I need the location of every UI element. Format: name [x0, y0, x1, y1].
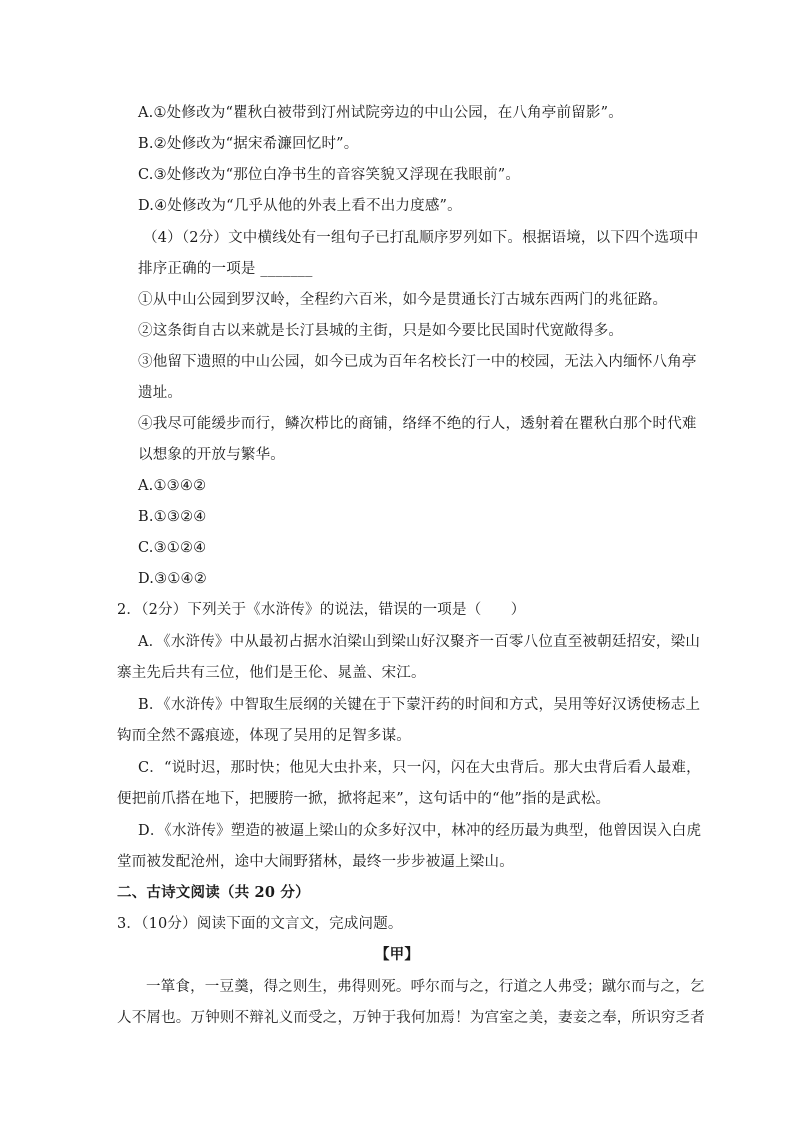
- q1-sub4-option-c: C.③①②④: [138, 540, 207, 556]
- q1-sub4-stem-line2: 排序正确的一项是 _______: [138, 261, 313, 277]
- q1-sub4-stem-line1: （4）（2分）文中横线处有一组句子已打乱顺序罗列如下。根据语境，以下四个选项中: [143, 230, 699, 246]
- q2-option-b-line1: B．《水浒传》中智取生辰纲的关键在于下蒙汗药的时间和方式，吴用等好汉诱使杨志上: [138, 697, 701, 713]
- q1-option-c: C.③处修改为“那位白净书生的音容笑貌又浮现在我眼前”。: [138, 167, 521, 183]
- q2-option-a-line2: 寨主先后共有三位，他们是王伦、晁盖、宋江。: [117, 665, 426, 681]
- q1-option-d: D.④处修改为“几乎从他的外表上看不出力度感”。: [138, 198, 462, 214]
- q2-option-a-line1: A．《水浒传》中从最初占据水泊梁山到梁山好汉聚齐一百零八位直至被朝廷招安，梁山: [138, 634, 701, 650]
- q1-option-a: A.①处修改为“瞿秋白被带到汀州试院旁边的中山公园，在八角亭前留影”。: [138, 105, 623, 121]
- q2-option-b-line2: 钩而全然不露痕迹，体现了吴用的足智多谋。: [117, 728, 411, 744]
- q1-sub4-option-d: D.③①④②: [138, 571, 207, 587]
- q2-option-c-line2: 便把前爪搭在地下，把腰胯一掀，掀将起来”，这句话中的“他”指的是武松。: [117, 791, 611, 807]
- q1-sub4-option-b: B.①③②④: [138, 509, 207, 525]
- section-title: 二、古诗文阅读（共 20 分）: [117, 884, 310, 901]
- passage-line-1: 一箪食，一豆羹，得之则生，弗得则死。呼尔而与之，行道之人弗受；蹴尔而与之，乞: [146, 979, 705, 995]
- q1-sub4-sentence-1: ①从中山公园到罗汉岭，全程约六百米，如今是贯通长汀古城东西两门的兆征路。: [138, 292, 668, 308]
- q1-sub4-option-a: A.①③④②: [138, 478, 207, 494]
- q1-sub4-sentence-4-line2: 以想象的开放与繁华。: [138, 447, 285, 463]
- q1-sub4-sentence-2: ②这条街自古以来就是长汀县城的主街，只是如今要比民国时代宽敞得多。: [138, 323, 624, 339]
- q2-option-c-line1: C．“说时迟，那时快；他见大虫扑来，只一闪，闪在大虫背后。那大虫背后看人最难，: [138, 760, 701, 776]
- passage-label: 【甲】: [374, 946, 420, 963]
- q2-option-d-line2: 堂而被发配沧州，途中大闹野猪林，最终一步步被逼上梁山。: [117, 854, 514, 870]
- q3-stem: 3．（10分）阅读下面的文言文，完成问题。: [117, 916, 403, 932]
- q2-stem: 2．（2分）下列关于《水浒传》的说法，错误的一项是（ ）: [117, 602, 526, 618]
- passage-line-2: 人不屑也。万钟则不辩礼义而受之，万钟于我何加焉！为宫室之美，妻妾之奉，所识穷乏者: [117, 1010, 705, 1026]
- q1-option-b: B.②处修改为“据宋希濂回忆时”。: [138, 136, 359, 152]
- q1-sub4-sentence-3-line1: ③他留下遗照的中山公园，如今已成为百年名校长汀一中的校园，无法入内缅怀八角亭: [138, 354, 697, 370]
- q1-sub4-sentence-3-line2: 遗址。: [138, 385, 183, 401]
- q2-option-d-line1: D．《水浒传》塑造的被逼上梁山的众多好汉中，林冲的经历最为典型，他曾因误入白虎: [138, 823, 702, 839]
- q1-sub4-sentence-4-line1: ④我尽可能缓步而行，鳞次栉比的商铺，络绎不绝的行人，透射着在瞿秋白那个时代难: [138, 416, 697, 432]
